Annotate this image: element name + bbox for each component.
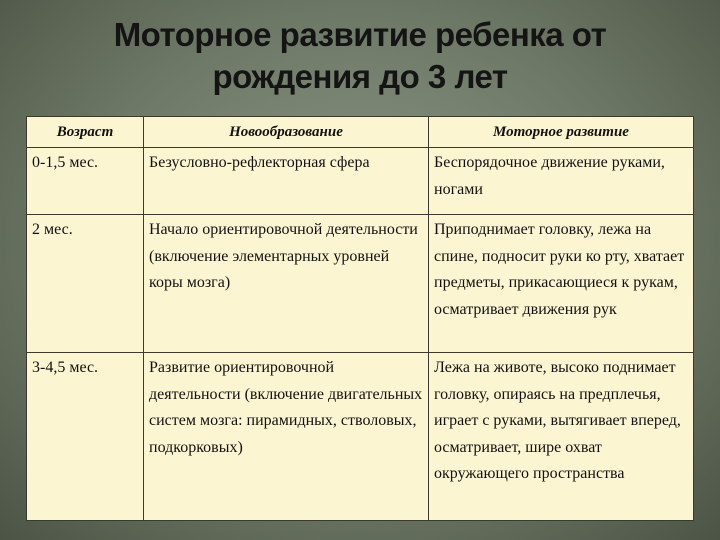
cell-neoformation: Развитие ориентировочной деятельности (включение двигательных систем мозга: пирамидных, стволовых, подкорковых) xyxy=(144,353,429,521)
cell-motor: Беспорядочное движение руками, ногами xyxy=(429,148,694,215)
cell-age: 3-4,5 мес. xyxy=(27,353,144,521)
motor-development-table xyxy=(26,116,694,521)
table-row xyxy=(27,148,694,215)
table-row xyxy=(27,353,694,521)
slide-title-line-2: рождения до 3 лет xyxy=(212,58,508,95)
slide-title xyxy=(0,14,720,98)
table-header-row xyxy=(27,117,694,148)
cell-age: 0-1,5 мес. xyxy=(27,148,144,215)
cell-neoformation: Начало ориентировочной деятельности (включение элементарных уровней коры мозга) xyxy=(144,215,429,353)
cell-neoformation: Безусловно-рефлекторная сфера xyxy=(144,148,429,215)
header-motor-development: Моторное развитие xyxy=(429,117,694,148)
cell-motor: Приподнимает головку, лежа на спине, подносит руки ко рту, хватает предметы, прикасающиеся к рукам, осматривает движения рук xyxy=(429,215,694,353)
header-neoformation: Новообразование xyxy=(144,117,429,148)
cell-age: 2 мес. xyxy=(27,215,144,353)
header-age: Возраст xyxy=(27,117,144,148)
cell-motor: Лежа на животе, высоко поднимает головку, опираясь на предплечья, играет с руками, вытягивает вперед, осматривает, шире охват окружающего пространства xyxy=(429,353,694,521)
slide-title-line-1: Моторное развитие ребенка от xyxy=(113,16,607,53)
table-row xyxy=(27,215,694,353)
